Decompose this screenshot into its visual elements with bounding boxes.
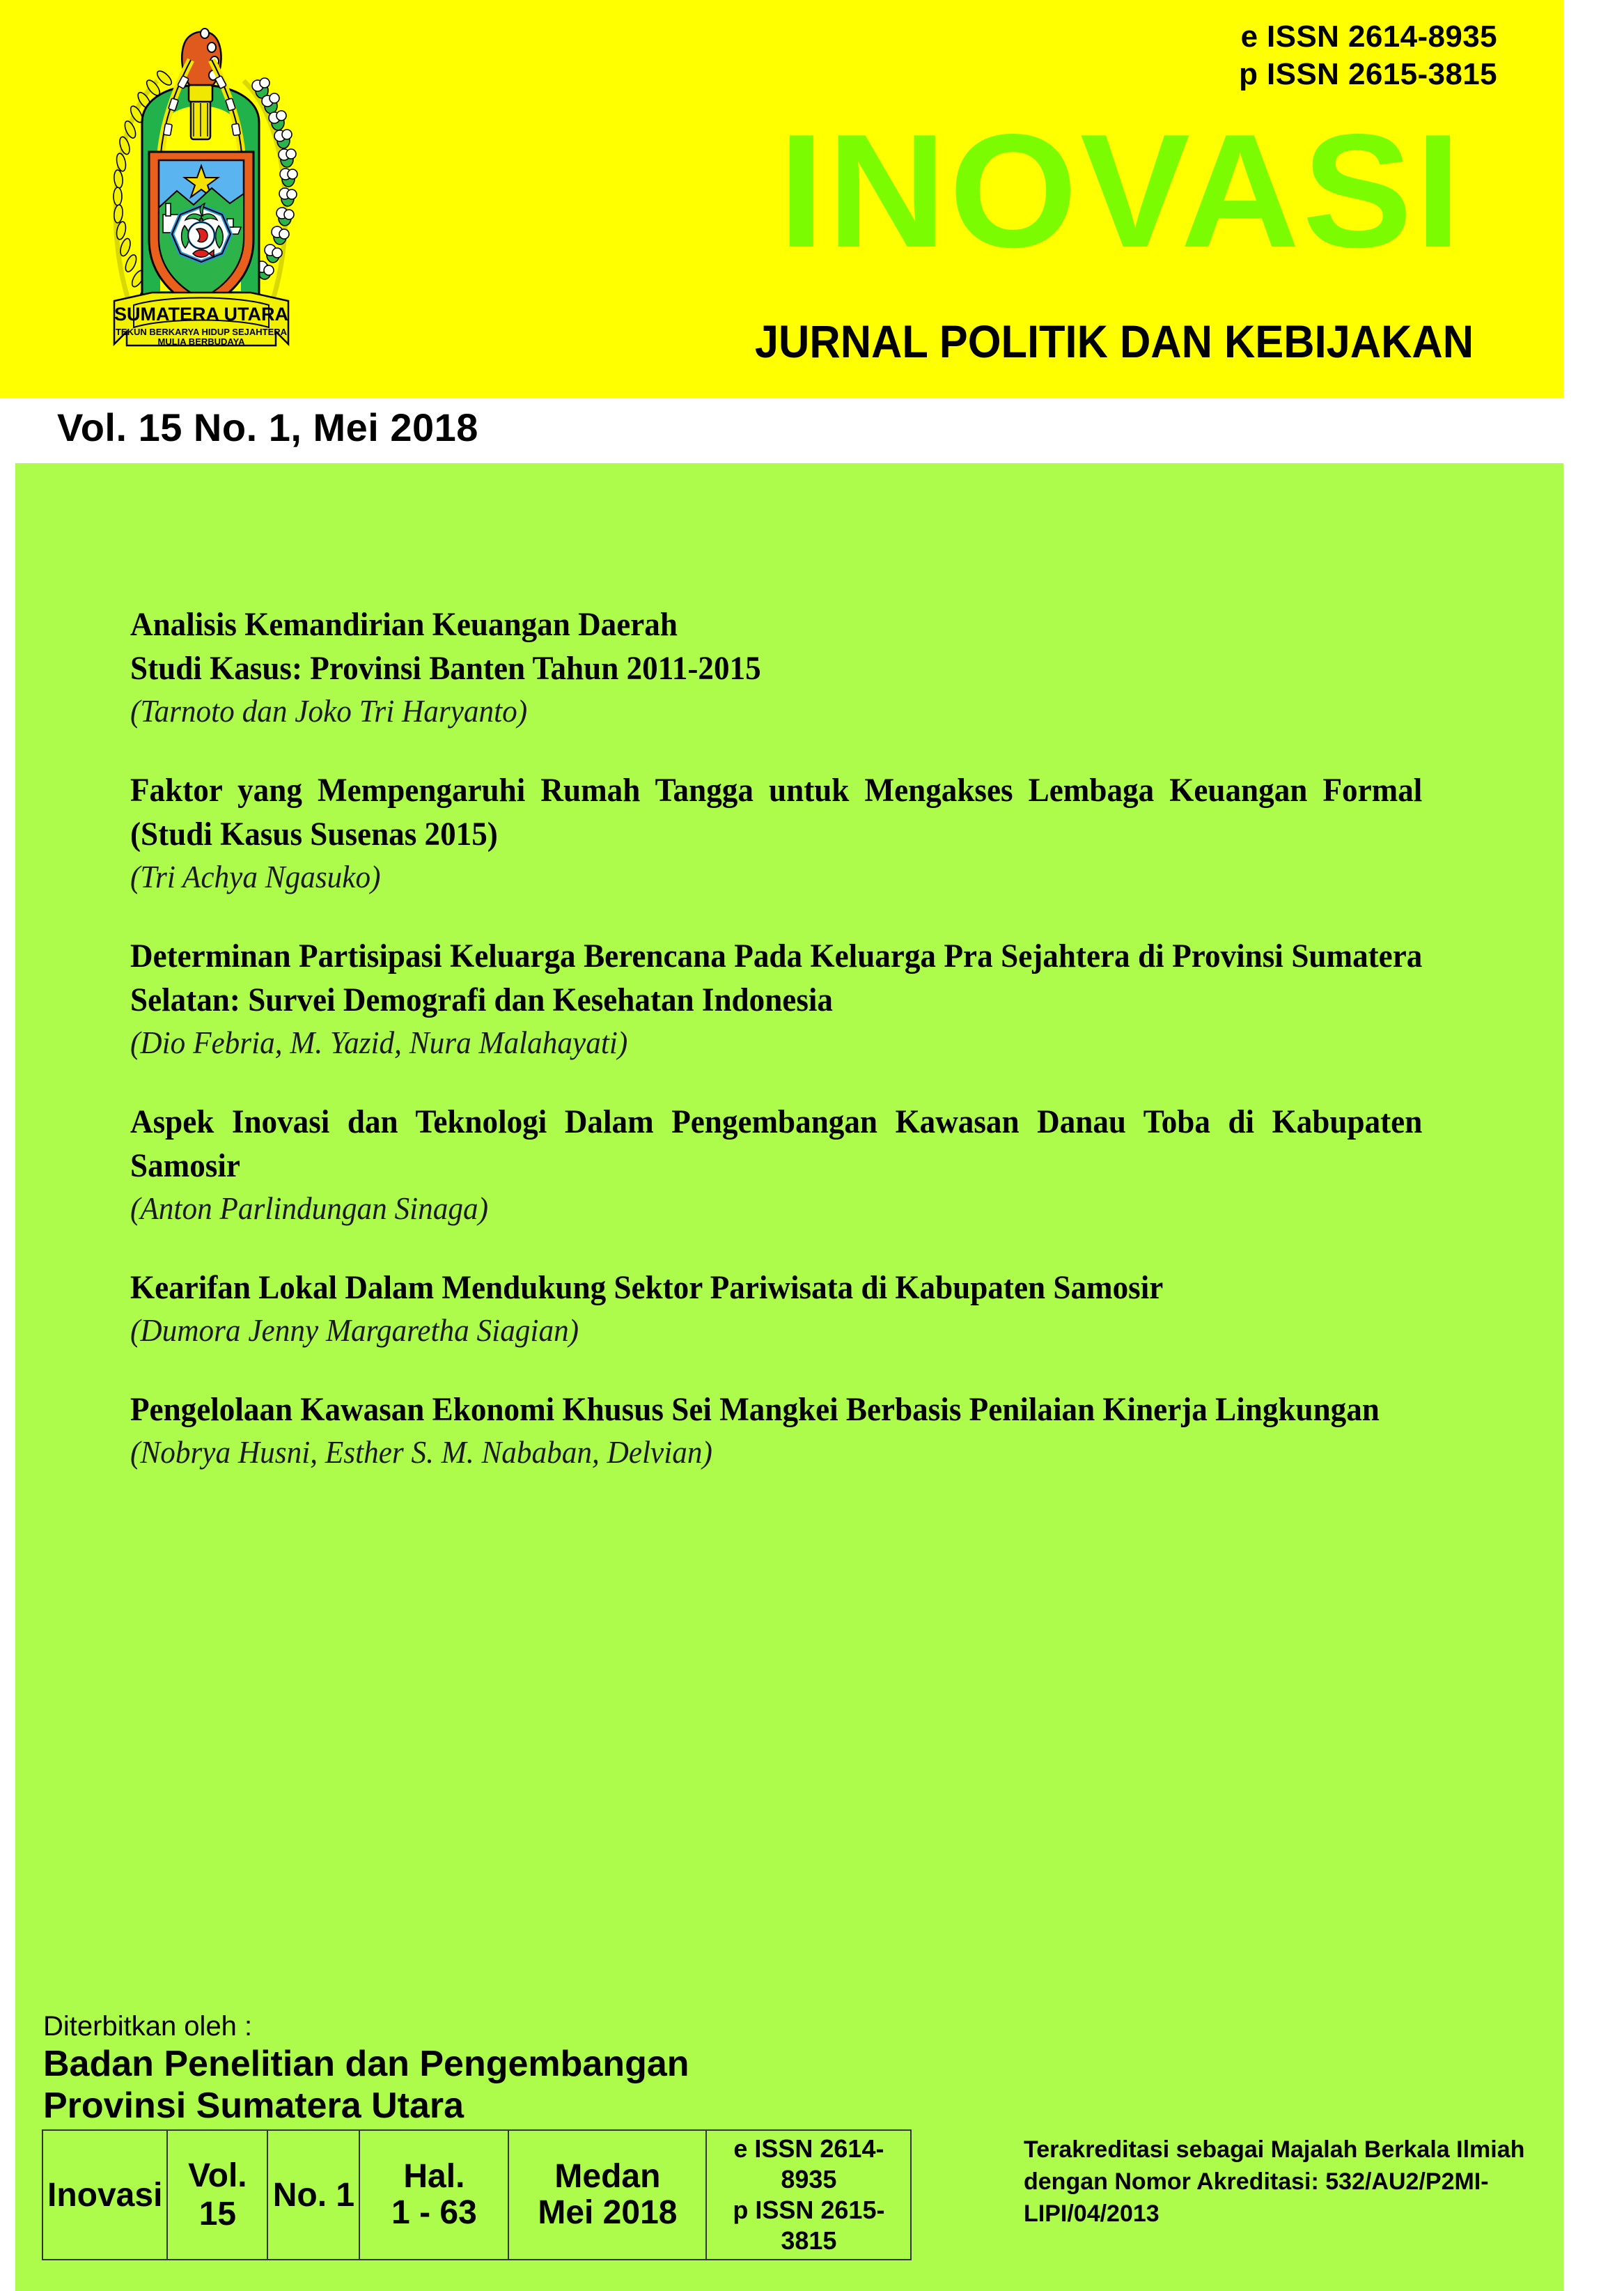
- table-row: [42, 2130, 911, 2260]
- journal-subtitle: JURNAL POLITIK DAN KEBIJAKAN: [754, 316, 1474, 367]
- bib-cell-volume: Vol. 15: [167, 2130, 267, 2260]
- header-band: [0, 0, 1563, 398]
- issn-block-header: [1239, 18, 1497, 93]
- svg-text:MULIA BERBUDAYA: MULIA BERBUDAYA: [157, 336, 245, 347]
- article-authors: (Tarnoto dan Joko Tri Haryanto): [130, 693, 528, 729]
- bib-pages-label: Hal.: [403, 2158, 465, 2195]
- bib-cell-number: No. 1: [267, 2130, 359, 2260]
- bib-place: Medan: [554, 2158, 661, 2195]
- table-of-contents: [130, 603, 1422, 1509]
- article-title: Aspek Inovasi dan Teknologi Dalam Pengembangan Kawasan Danau Toba di Kabupaten Samosir: [130, 1103, 1423, 1184]
- publisher-name-line2: Provinsi Sumatera Utara: [43, 2086, 464, 2126]
- article-authors: (Nobrya Husni, Esther S. M. Nababan, Delvian): [130, 1434, 712, 1470]
- bib-issn-print: p ISSN 2615-3815: [733, 2196, 885, 2255]
- cover-body-panel: [15, 463, 1563, 2291]
- article-title: Pengelolaan Kawasan Ekonomi Khusus Sei Mangkei Berbasis Penilaian Kinerja Lingkungan: [130, 1391, 1380, 1428]
- toc-entry: [130, 603, 1422, 732]
- bib-cell-journal: Inovasi: [42, 2130, 167, 2260]
- bib-cell-pages: [359, 2130, 508, 2260]
- article-authors: (Anton Parlindungan Sinaga): [130, 1190, 489, 1226]
- bib-cell-issn: [706, 2130, 911, 2260]
- sumatera-utara-coat-of-arms-icon: [75, 18, 326, 366]
- journal-title: INOVASI: [778, 101, 1465, 281]
- article-title: [130, 603, 1422, 690]
- article-title: Kearifan Lokal Dalam Mendukung Sektor Pariwisata di Kabupaten Samosir: [130, 1269, 1164, 1306]
- accreditation-block: [1024, 2134, 1574, 2230]
- volume-strip: [0, 398, 1563, 463]
- accreditation-line2: dengan Nomor Akreditasi: 532/AU2/P2MI-LIPI/04/2013: [1024, 2168, 1489, 2227]
- svg-text:TEKUN BERKARYA HIDUP SEJAHTERA: TEKUN BERKARYA HIDUP SEJAHTERA: [115, 327, 288, 337]
- bib-cell-place-date: [508, 2130, 706, 2260]
- bibliographic-table: [42, 2129, 912, 2260]
- toc-entry: [130, 1100, 1422, 1229]
- toc-entry: [130, 1388, 1422, 1473]
- toc-entry: [130, 934, 1422, 1064]
- bib-pages-range: 1 - 63: [391, 2194, 477, 2231]
- svg-text:SUMATERA UTARA: SUMATERA UTARA: [114, 304, 288, 325]
- publisher-label: Diterbitkan oleh :: [43, 2011, 253, 2042]
- publisher-block: [43, 2010, 879, 2127]
- article-title: Determinan Partisipasi Keluarga Berencana Pada Keluarga Pra Sejahtera di Provinsi Sumatera Selatan: Survei Demografi dan Kesehatan Indonesia: [130, 938, 1423, 1018]
- bib-date: Mei 2018: [538, 2194, 678, 2231]
- article-authors: (Tri Achya Ngasuko): [130, 859, 381, 894]
- article-authors: (Dio Febria, M. Yazid, Nura Malahayati): [130, 1025, 628, 1060]
- article-title-line1: Analisis Kemandirian Keuangan Daerah: [130, 606, 678, 643]
- article-title-line2: Studi Kasus: Provinsi Banten Tahun 2011-2015: [130, 650, 761, 687]
- publisher-name-line1: Badan Penelitian dan Pengembangan: [43, 2044, 689, 2084]
- article-authors: (Dumora Jenny Margaretha Siagian): [130, 1312, 579, 1348]
- article-title: Faktor yang Mempengaruhi Rumah Tangga untuk Mengakses Lembaga Keuangan Formal (Studi Kasus Susenas 2015): [130, 772, 1423, 853]
- issn-print-header: p ISSN 2615-3815: [1239, 56, 1497, 91]
- bib-issn-electronic: e ISSN 2614-8935: [733, 2134, 884, 2193]
- volume-issue-date: Vol. 15 No. 1, Mei 2018: [57, 405, 478, 449]
- issn-electronic-header: e ISSN 2614-8935: [1240, 20, 1497, 54]
- toc-entry: [130, 1266, 1422, 1351]
- accreditation-line1: Terakreditasi sebagai Majalah Berkala Ilmiah: [1024, 2136, 1525, 2163]
- toc-entry: [130, 768, 1422, 898]
